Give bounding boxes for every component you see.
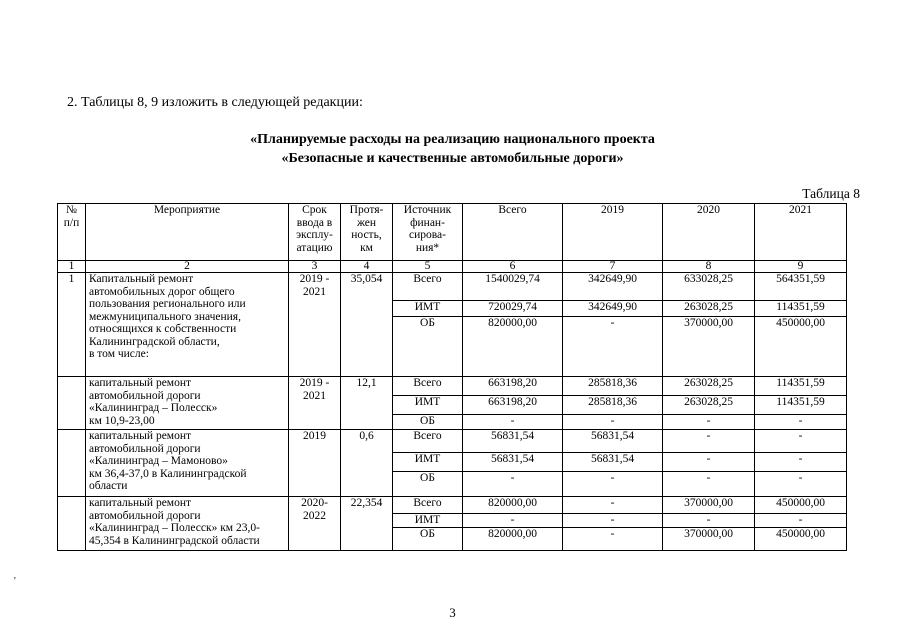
event-cell: капитальный ремонт автомобильной дороги «Калининград – Полесск» км 10,9-23,00 (86, 377, 289, 430)
source-cell: Всего (393, 377, 463, 396)
y2020-cell: 263028,25 (663, 396, 755, 415)
y2020-cell: - (663, 514, 755, 528)
intro-text: 2. Таблицы 8, 9 изложить в следующей редакции: (67, 95, 363, 110)
margin-mark: ' (14, 576, 16, 587)
y2019-cell: - (563, 317, 663, 377)
y2020-cell: 633028,25 (663, 273, 755, 301)
col-number: 9 (755, 261, 847, 273)
header-2020: 2020 (663, 204, 755, 261)
length-cell: 0,6 (341, 430, 393, 497)
col-number: 3 (289, 261, 341, 273)
total-cell: 1540029,74 (463, 273, 563, 301)
header-2019: 2019 (563, 204, 663, 261)
col-number: 4 (341, 261, 393, 273)
term-cell: 2019 - 2021 (289, 377, 341, 430)
header-term: Срок ввода в эксплу- атацию (289, 204, 341, 261)
y2021-cell: 114351,59 (755, 301, 847, 317)
y2021-cell: 450000,00 (755, 497, 847, 514)
event-cell: капитальный ремонт автомобильной дороги «Калининград – Мамоново» км 36,4-37,0 в Калининградской области (86, 430, 289, 497)
y2020-cell: 370000,00 (663, 527, 755, 550)
source-cell: Всего (393, 497, 463, 514)
y2020-cell: - (663, 453, 755, 472)
total-cell: - (463, 415, 563, 430)
col-number: 8 (663, 261, 755, 273)
event-cell: Капитальный ремонт автомобильных дорог общего пользования регионального или межмуниципального значения, относящихся к собственности Калининградской области, в том числе: (86, 273, 289, 377)
header-event: Мероприятие (86, 204, 289, 261)
total-cell: - (463, 514, 563, 528)
y2021-cell: - (755, 430, 847, 453)
source-cell: ИМТ (393, 514, 463, 528)
header-source: Источник финан- сирова- ния* (393, 204, 463, 261)
y2020-cell: 370000,00 (663, 497, 755, 514)
header-length: Протя- жен ность, км (341, 204, 393, 261)
header-2021: 2021 (755, 204, 847, 261)
table-label: Таблица 8 (802, 186, 860, 201)
table-row (58, 377, 847, 396)
y2019-cell: 285818,36 (563, 396, 663, 415)
total-cell: 56831,54 (463, 453, 563, 472)
event-cell: капитальный ремонт автомобильной дороги «Калининград – Полесск» км 23,0- 45,354 в Калининградской области (86, 497, 289, 551)
y2020-cell: - (663, 430, 755, 453)
term-cell: 2019 - 2021 (289, 273, 341, 377)
table-row (58, 430, 847, 453)
y2021-cell: - (755, 472, 847, 497)
y2019-cell: - (563, 472, 663, 497)
expenses-table (57, 203, 847, 551)
y2020-cell: - (663, 472, 755, 497)
term-cell: 2019 (289, 430, 341, 497)
title-line-1: «Планируемые расходы на реализацию национального проекта (250, 132, 655, 147)
source-cell: ОБ (393, 317, 463, 377)
length-cell: 35,054 (341, 273, 393, 377)
y2021-cell: 114351,59 (755, 396, 847, 415)
length-cell: 12,1 (341, 377, 393, 430)
source-cell: ИМТ (393, 396, 463, 415)
col-number: 2 (86, 261, 289, 273)
row-num: 1 (58, 273, 86, 377)
source-cell: Всего (393, 430, 463, 453)
y2020-cell: 263028,25 (663, 377, 755, 396)
y2021-cell: - (755, 415, 847, 430)
total-cell: 820000,00 (463, 497, 563, 514)
header-row (58, 204, 847, 261)
total-cell: - (463, 472, 563, 497)
term-cell: 2020- 2022 (289, 497, 341, 551)
length-cell: 22,354 (341, 497, 393, 551)
y2020-cell: 263028,25 (663, 301, 755, 317)
page-number: 3 (449, 605, 456, 620)
y2021-cell: 450000,00 (755, 527, 847, 550)
header-num: № п/п (58, 204, 86, 261)
source-cell: ОБ (393, 415, 463, 430)
row-num-empty (58, 377, 86, 430)
total-cell: 820000,00 (463, 527, 563, 550)
total-cell: 663198,20 (463, 377, 563, 396)
col-number: 1 (58, 261, 86, 273)
source-cell: ИМТ (393, 301, 463, 317)
total-cell: 56831,54 (463, 430, 563, 453)
col-number: 5 (393, 261, 463, 273)
table-row (58, 497, 847, 514)
y2019-cell: - (563, 514, 663, 528)
y2020-cell: - (663, 415, 755, 430)
y2019-cell: - (563, 527, 663, 550)
source-cell: Всего (393, 273, 463, 301)
source-cell: ОБ (393, 527, 463, 550)
y2021-cell: 114351,59 (755, 377, 847, 396)
source-cell: ОБ (393, 472, 463, 497)
y2021-cell: - (755, 514, 847, 528)
y2019-cell: 56831,54 (563, 430, 663, 453)
y2019-cell: - (563, 497, 663, 514)
total-cell: 820000,00 (463, 317, 563, 377)
y2019-cell: - (563, 415, 663, 430)
row-num-empty (58, 430, 86, 497)
y2020-cell: 370000,00 (663, 317, 755, 377)
y2019-cell: 342649,90 (563, 273, 663, 301)
title-line-2: «Безопасные и качественные автомобильные дороги» (281, 151, 624, 166)
col-number: 6 (463, 261, 563, 273)
y2019-cell: 342649,90 (563, 301, 663, 317)
y2019-cell: 285818,36 (563, 377, 663, 396)
table-row (58, 273, 847, 301)
total-cell: 720029,74 (463, 301, 563, 317)
source-cell: ИМТ (393, 453, 463, 472)
y2021-cell: 564351,59 (755, 273, 847, 301)
y2021-cell: - (755, 453, 847, 472)
total-cell: 663198,20 (463, 396, 563, 415)
y2019-cell: 56831,54 (563, 453, 663, 472)
column-number-row (58, 261, 847, 273)
header-total: Всего (463, 204, 563, 261)
y2021-cell: 450000,00 (755, 317, 847, 377)
row-num-empty (58, 497, 86, 551)
col-number: 7 (563, 261, 663, 273)
